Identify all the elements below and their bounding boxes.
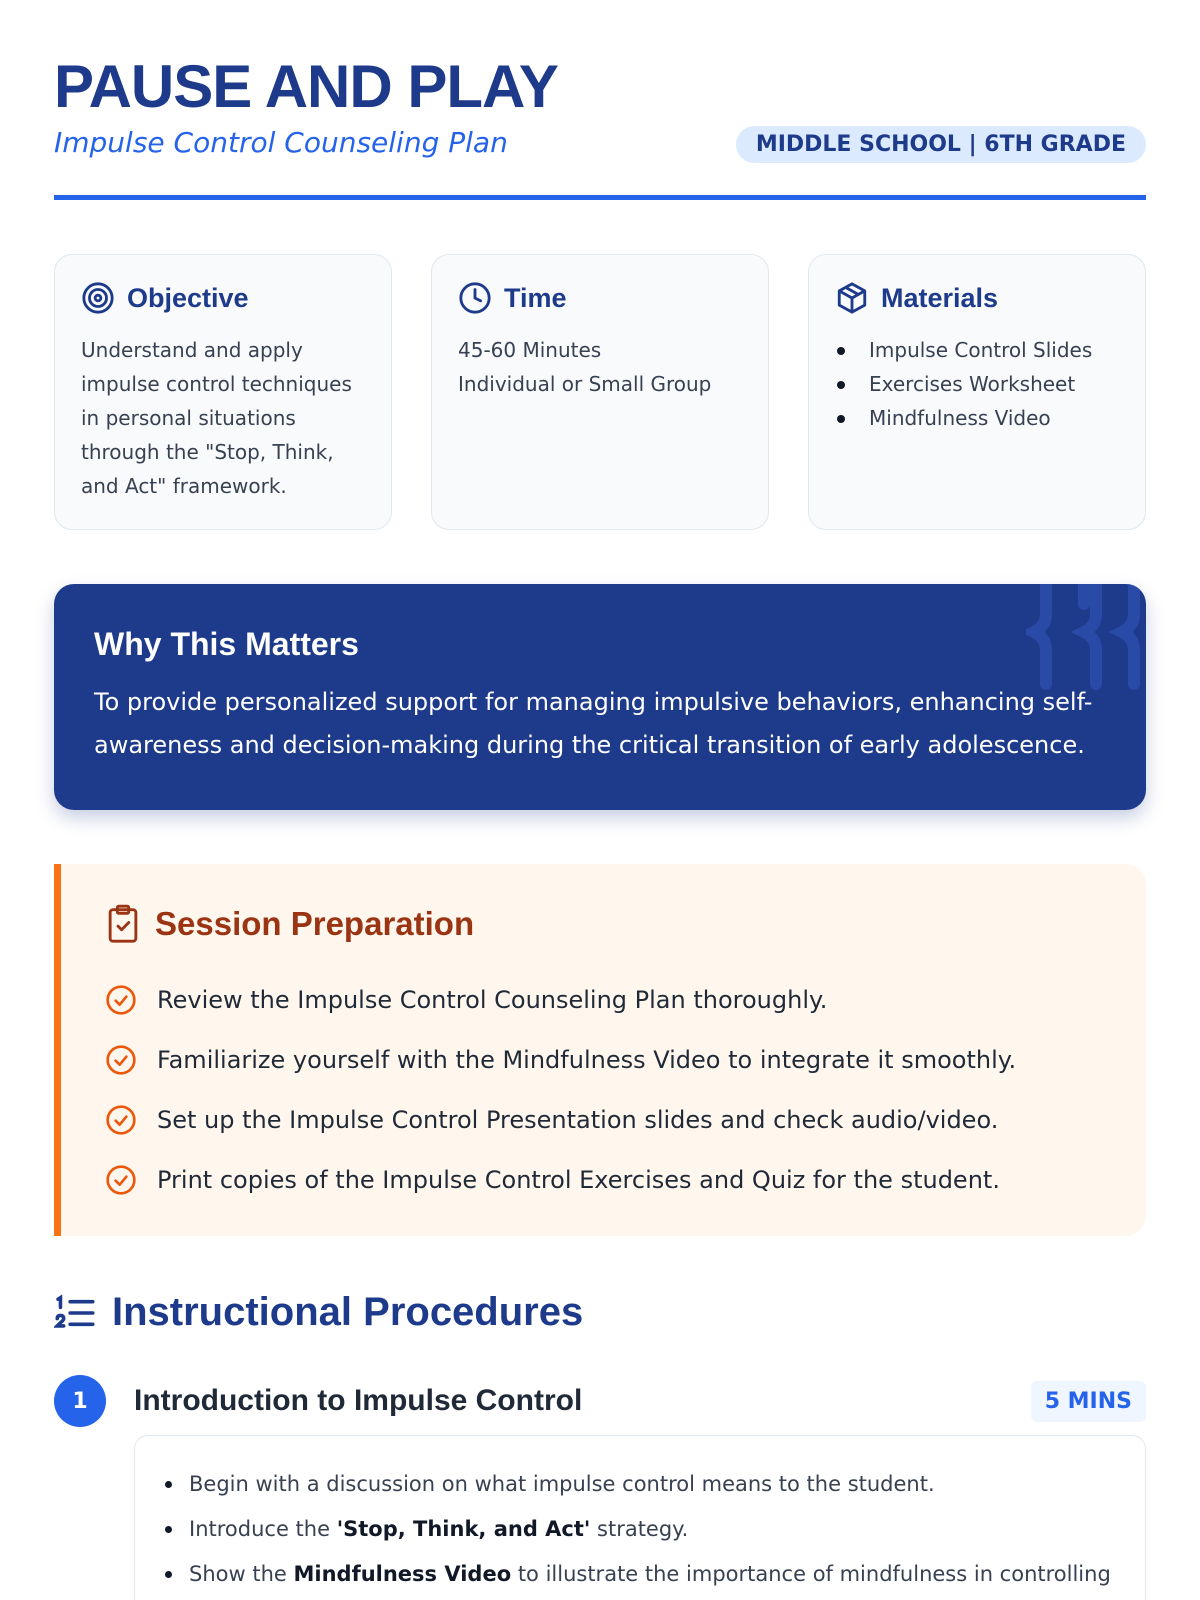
page-subtitle: Impulse Control Counseling Plan <box>54 126 508 159</box>
page-title: PAUSE AND PLAY <box>54 53 558 120</box>
materials-title: Materials <box>881 282 999 313</box>
materials-item: Mindfulness Video <box>835 401 1119 435</box>
prep-item-text: Set up the Impulse Control Presentation slides and check audio/video. <box>157 1106 999 1134</box>
prep-item-text: Familiarize yourself with the Mindfulness Video to integrate it smoothly. <box>157 1046 1017 1074</box>
step-title: Introduction to Impulse Control <box>134 1384 583 1417</box>
session-prep-title: Session Preparation <box>155 905 475 942</box>
grade-badge: MIDDLE SCHOOL | 6TH GRADE <box>736 126 1146 163</box>
session-prep-panel <box>54 864 1146 1236</box>
materials-card-header <box>835 281 1119 315</box>
clock-icon <box>458 281 492 315</box>
info-cards <box>54 254 1146 530</box>
prep-item-text: Review the Impulse Control Counseling Plan thoroughly. <box>157 986 828 1014</box>
time-card <box>431 254 769 530</box>
step-details <box>134 1435 1146 1600</box>
objective-text: Understand and apply impulse control techniques in personal situations through the "Stop, Think, and Act" framework. <box>81 338 352 498</box>
check-circle-icon <box>105 1044 137 1076</box>
target-icon <box>81 281 115 315</box>
step-bullet: Begin with a discussion on what impulse control means to the student. <box>163 1462 1119 1507</box>
time-card-header <box>458 281 742 315</box>
check-circle-icon <box>105 1104 137 1136</box>
procedures-header <box>54 1290 1146 1335</box>
why-text: To provide personalized support for managing impulsive behaviors, enhancing self-awareness and decision-making during the critical transition of early adolescence. <box>94 688 1093 759</box>
materials-item: Impulse Control Slides <box>835 333 1119 367</box>
step-duration-badge: 5 MINS <box>1031 1381 1146 1422</box>
step-bullet: Show the Mindfulness Video to illustrate the importance of mindfulness in controlling <box>163 1552 1119 1597</box>
step-number: 1 <box>54 1375 106 1427</box>
materials-card <box>808 254 1146 530</box>
time-format: Individual or Small Group <box>458 372 712 396</box>
objective-card <box>54 254 392 530</box>
prep-item <box>105 1150 1102 1210</box>
session-prep-header <box>105 904 1102 944</box>
check-circle-icon <box>105 1164 137 1196</box>
procedure-step <box>54 1375 1146 1600</box>
prep-item-text: Print copies of the Impulse Control Exercises and Quiz for the student. <box>157 1166 1000 1194</box>
numbered-list-icon <box>54 1293 96 1333</box>
objective-title: Objective <box>127 282 249 313</box>
clipboard-check-icon <box>105 904 141 944</box>
objective-card-header <box>81 281 365 315</box>
step-header <box>134 1375 1146 1427</box>
materials-list <box>835 333 1119 435</box>
procedures-title: Instructional Procedures <box>112 1290 584 1334</box>
why-title: Why This Matters <box>94 626 359 662</box>
prep-item <box>105 1090 1102 1150</box>
prep-item <box>105 1030 1102 1090</box>
time-duration: 45-60 Minutes <box>458 338 602 362</box>
prep-item <box>105 970 1102 1030</box>
why-panel <box>54 584 1146 810</box>
materials-item: Exercises Worksheet <box>835 367 1119 401</box>
step-bullet: Introduce the 'Stop, Think, and Act' strategy. <box>163 1507 1119 1552</box>
check-circle-icon <box>105 984 137 1016</box>
box-icon <box>835 281 869 315</box>
header <box>54 0 1146 200</box>
time-title: Time <box>504 282 567 313</box>
